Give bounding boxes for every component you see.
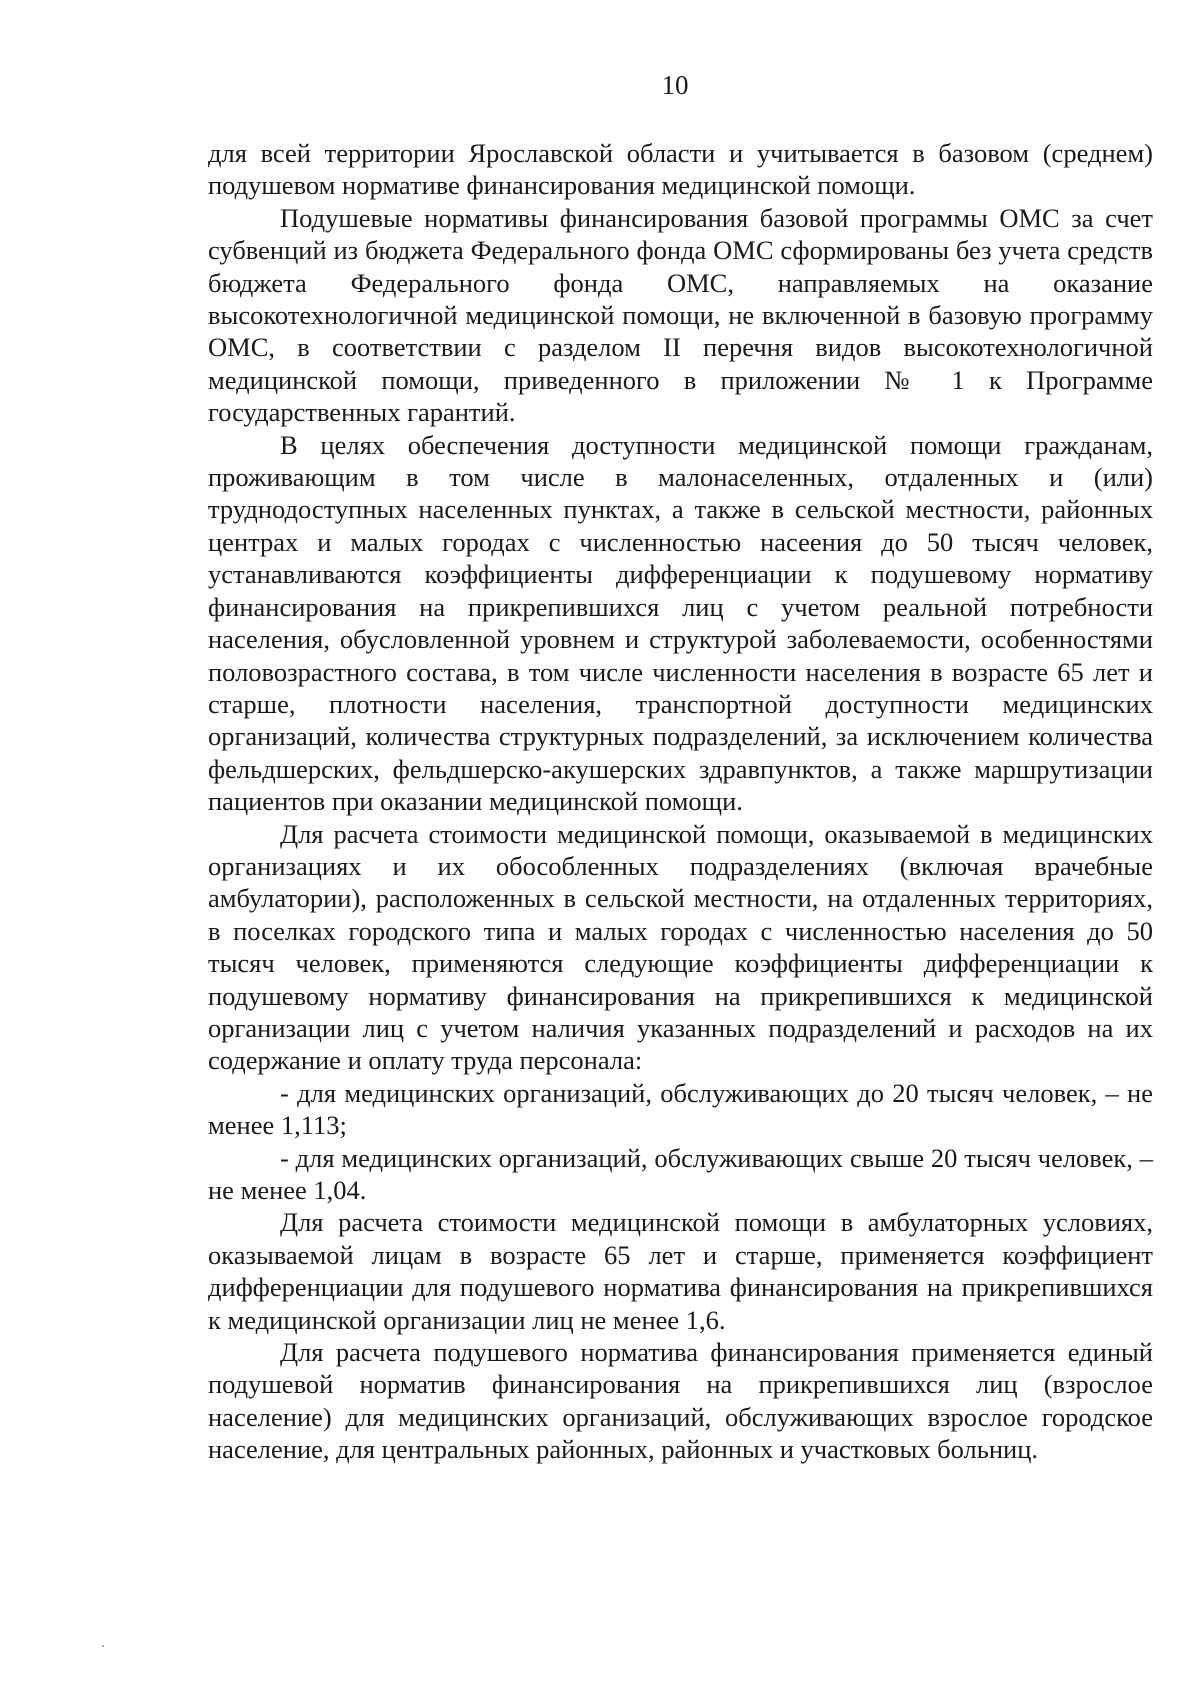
paragraph-accessibility-coefficients: В целях обеспечения доступности медицинской помощи гражданам, проживающим в том числе в малонаселенных, отдаленных и (или) труднодоступных населенных пунктах, а также в сельской местности, районных центрах и малых городах с численностью насеения до 50 тысяч человек, устанавливаются коэффициенты дифференциации к подушевому нормативу финансирования на прикрепившихся лиц с учетом реальной потребности населения, обусловленной уровнем и структурой заболеваемости, особенностями половозрастного состава, в том числе численности населения в возрасте 65 лет и старше, плотности населения, транспортной доступности медицинских организаций, количества структурных подразделений, за исключением количества фельдшерских, фельдшерско-акушерских здравпунктов, а также маршрутизации пациентов при оказании медицинской помощи. — [208, 429, 1153, 817]
paragraph-continuation: для всей территории Ярославской области и учитывается в базовом (среднем) подушевом нормативе финансирования медицинской помощи. — [208, 138, 1153, 201]
document-body — [208, 137, 1153, 1466]
paragraph-per-capita-standards: Подушевые нормативы финансирования базовой программы ОМС за счет субвенций из бюджета Федерального фонда ОМС сформированы без учета средств бюджета Федерального фонда ОМС, направляемых на оказание высокотехнологичной медицинской помощи, не включенной в базовую программу ОМС, в соответствии с разделом II перечня видов высокотехнологичной медицинской помощи, приведенного в приложении № 1 к Программе государственных гарантий. — [208, 202, 1153, 428]
page-number: 10 — [661, 70, 689, 100]
paragraph-elderly-coefficient: Для расчета стоимости медицинской помощи в амбулаторных условиях, оказываемой лицам в возрасте 65 лет и старше, применяется коэффициент дифференциации для подушевого норматива финансирования на прикрепившихся к медицинской организации лиц не менее 1,6. — [208, 1207, 1153, 1335]
list-item-over-20k: - для медицинских организаций, обслуживающих свыше 20 тысяч человек, – не менее 1,04. — [208, 1142, 1153, 1205]
paragraph-rural-cost-calculation: Для расчета стоимости медицинской помощи, оказываемой в медицинских организациях и их обособленных подразделениях (включая врачебные амбулатории), расположенных в сельской местности, на отдаленных территориях, в поселках городского типа и малых городах с численностью населения до 50 тысяч человек, применяются следующие коэффициенты дифференциации к подушевому нормативу финансирования на прикрепившихся к медицинской организации лиц с учетом наличия указанных подразделений и расходов на их содержание и оплату труда персонала: — [208, 818, 1153, 1076]
paragraph-unified-standard: Для расчета подушевого норматива финансирования применяется единый подушевой норматив финансирования на прикрепившихся лиц (взрослое население) для медицинских организаций, обслуживающих взрослое городское население, для центральных районных, районных и участковых больниц. — [208, 1337, 1153, 1465]
list-item-up-to-20k: - для медицинских организаций, обслуживающих до 20 тысяч человек, – не менее 1,113; — [208, 1077, 1153, 1141]
scan-speck — [102, 1645, 104, 1647]
